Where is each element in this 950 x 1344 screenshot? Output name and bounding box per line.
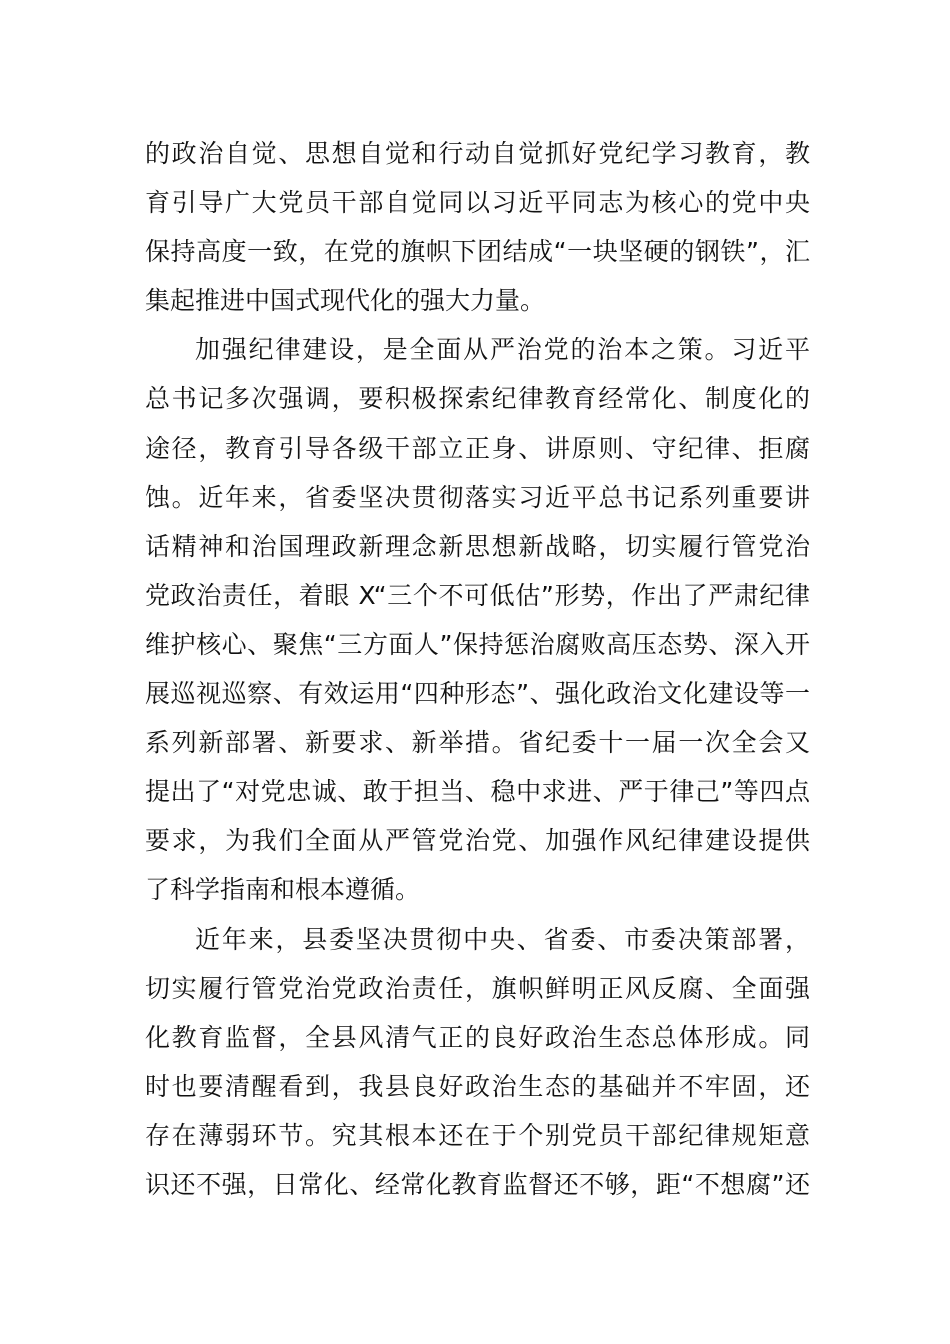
paragraph-first-line: 加强纪律建设，是全面从严治党的治本之策。习近平 xyxy=(195,335,810,365)
text-line: 时也要清醒看到，我县良好政治生态的基础并不牢固，还 xyxy=(145,1071,810,1101)
text-line: 识还不强，日常化、经常化教育监督还不够，距“不想腐”还 xyxy=(145,1169,810,1199)
text-line: 育引导广大党员干部自觉同以习近平同志为核心的党中央 xyxy=(145,188,810,218)
text-line: 蚀。近年来，省委坚决贯彻落实习近平总书记系列重要讲 xyxy=(145,482,810,512)
text-line: 总书记多次强调，要积极探索纪律教育经常化、制度化的 xyxy=(145,384,810,414)
text-line: 党政治责任，着眼 X“三个不可低估”形势，作出了严肃纪律 xyxy=(145,580,810,610)
text-line: 了科学指南和根本遵循。 xyxy=(145,875,421,905)
text-line: 的政治自觉、思想自觉和行动自觉抓好党纪学习教育，教 xyxy=(145,139,810,168)
text-line: 要求，为我们全面从严管党治党、加强作风纪律建设提供 xyxy=(145,826,810,856)
text-line: 话精神和治国理政新理念新思想新战略，切实履行管党治 xyxy=(145,531,810,561)
text-line: 展巡视巡察、有效运用“四种形态”、强化政治文化建设等一 xyxy=(145,679,810,709)
text-line: 化教育监督，全县风清气正的良好政治生态总体形成。同 xyxy=(145,1022,810,1052)
text-line: 存在薄弱环节。究其根本还在于个别党员干部纪律规矩意 xyxy=(145,1120,810,1150)
body-text xyxy=(145,129,810,1209)
text-line: 提出了“对党忠诚、敢于担当、稳中求进、严于律己”等四点 xyxy=(145,777,810,807)
text-line: 途径，教育引导各级干部立正身、讲原则、守纪律、拒腐 xyxy=(145,433,810,463)
paragraph-first-line: 近年来，县委坚决贯彻中央、省委、市委决策部署， xyxy=(195,924,810,954)
text-line: 切实履行管党治党政治责任，旗帜鲜明正风反腐、全面强 xyxy=(145,973,810,1003)
text-line: 保持高度一致，在党的旗帜下团结成“一块坚硬的钢铁”，汇 xyxy=(145,237,810,267)
text-line: 系列新部署、新要求、新举措。省纪委十一届一次全会又 xyxy=(145,728,810,758)
text-line: 维护核心、聚焦“三方面人”保持惩治腐败高压态势、深入开 xyxy=(145,629,810,659)
text-line: 集起推进中国式现代化的强大力量。 xyxy=(145,286,546,316)
